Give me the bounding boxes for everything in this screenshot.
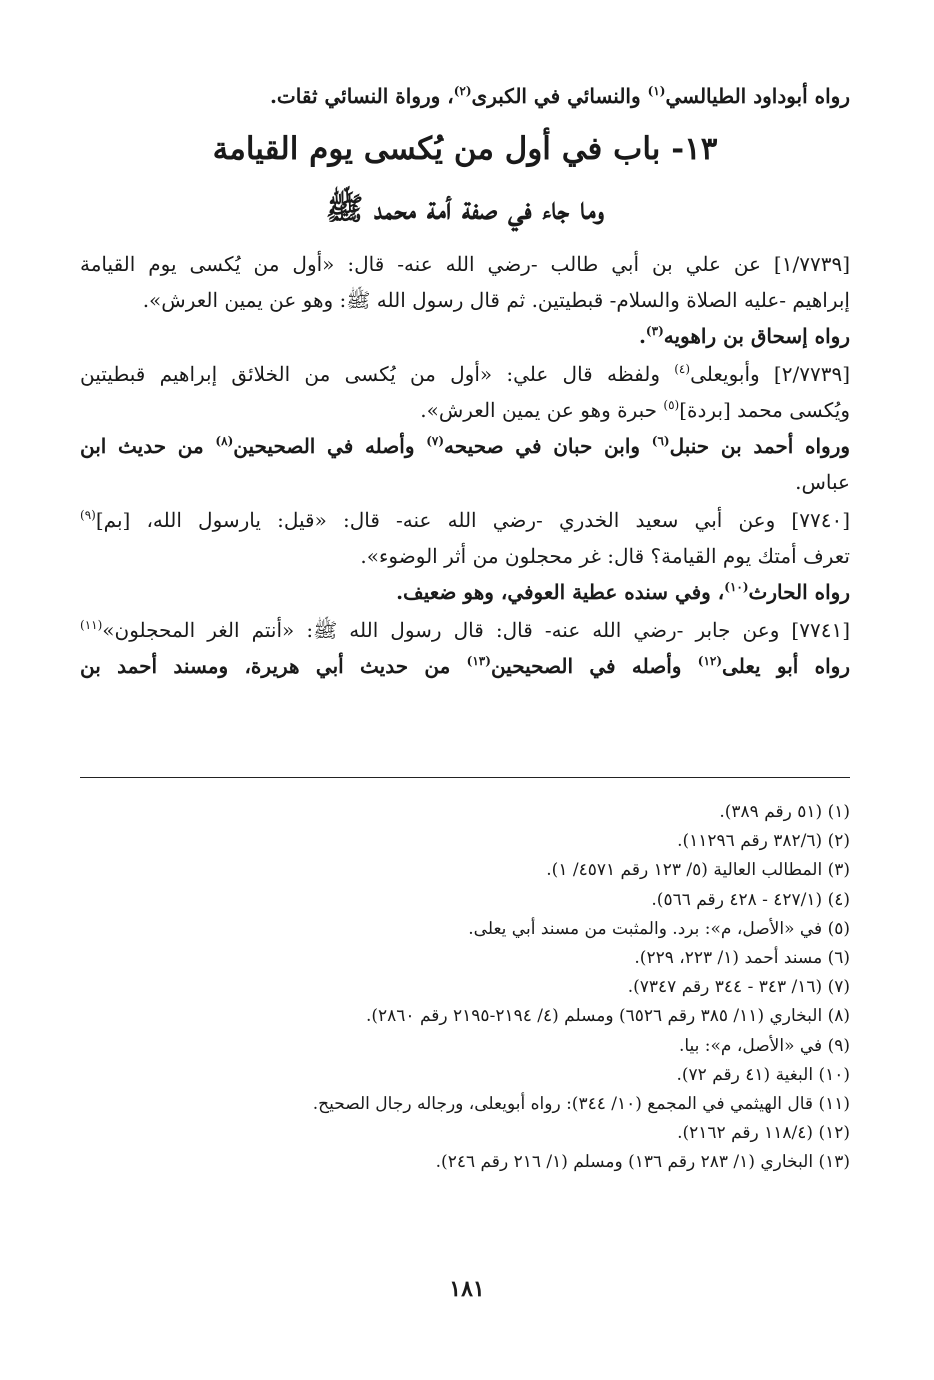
footnote-ref: (٧) [426,434,445,448]
footnote: (١٢) (١١٨/٤ رقم ٢١٦٢). [677,1123,850,1144]
footnote-ref: (٩) [80,508,96,522]
footnote-ref: (١١) [80,618,103,632]
footnote-ref: (٢) [453,84,472,98]
footnote: (٤) (٤٢٧/١ - ٤٢٨ رقم ٥٦٦). [651,889,850,910]
hadith-line: ويُكسى محمد [بردة]$^{(٥)}$ حبرة وهو عن يمين العرش». [420,398,850,422]
chapter-subheading: وما جاء في صفة أمة محمد ﷺ [325,191,605,227]
footnote: (١٣) البخاري (١/ ٢٨٣ رقم ١٣٦) ومسلم (١/ ٢١٦ رقم ٢٤٦). [435,1152,850,1173]
hadith-line: [٧٧٤٠] وعن أبي سعيد الخدري -رضي الله عنه- قال: «قيل: يارسول الله، [بم]$^{(٩)}$ [80,508,850,532]
hadith-source: رواه الحارث$^{(١٠)}$، وفي سنده عطية العوفي، وهو ضعيف. [396,580,850,604]
footnote-divider [80,777,850,778]
footnote: (١) (٥١ رقم ٣٨٩). [719,802,850,822]
footnote: (٧) (١٦/ ٣٤٣ - ٣٤٤ رقم ٧٣٤٧). [627,977,850,998]
footnote: (٢) (٣٨٢/٦ رقم ١١٢٩٦). [677,831,850,852]
hadith-7739-2 [80,356,850,500]
footnote-ref: (٨) [215,434,234,448]
hadith-line: [١/٧٧٣٩] عن علي بن أبي طالب -رضي الله عنه- قال: «أول من يُكسى يوم القيامة [80,252,850,276]
chapter-heading: ١٣- باب في أول من يُكسى يوم القيامة [212,131,718,167]
footnote-ref: (١٣) [466,654,491,668]
hadith-7741 [80,612,850,684]
footnote: (١٠) البغية (٤١ رقم ٧٢). [676,1064,850,1085]
footnote-ref: (٥) [663,398,680,412]
footnote-ref: (١٠) [724,580,749,594]
footnote: (٥) في «الأصل، م»: برد. والمثبت من مسند أبي يعلى. [468,918,850,939]
hadith-source: رواه إسحاق بن راهويه$^{(٣)}$. [638,324,850,348]
page-number: ١٨١ [449,1276,485,1302]
footnotes [80,798,850,1178]
hadith-source-cont: عباس. [795,470,850,494]
hadith-line: [٧٧٤١] وعن جابر -رضي الله عنه- قال: قال رسول الله ﷺ: «أنتم الغر المحجلون»$^{(١١)}$ [80,618,850,642]
footnote-ref: (١) [647,84,666,98]
hadith-source: رواه أبو يعلى$^{(١٢)}$ وأصله في الصحيحين$^{(١٣)}$ من حديث أبي هريرة، ومسند أحمد بن [80,654,850,678]
hadith-line: [٢/٧٧٣٩] وأبويعلى$^{(٤)}$ ولفظه قال علي: «أول من يُكسى من الخلائق إبراهيم قبطيتين [80,362,850,386]
footnote: (٨) البخاري (١١/ ٣٨٥ رقم ٦٥٢٦) ومسلم (٤/ ٢١٩٤-٢١٩٥ رقم ٢٨٦٠). [365,1006,850,1027]
footnote: (٦) مسند أحمد (١/ ٢٢٣، ٢٢٩). [634,948,850,969]
footnote: (٣) المطالب العالية (٥/ ١٢٣ رقم ٤٥٧١/ ١). [546,860,850,881]
hadith-source: ورواه أحمد بن حنبل$^{(٦)}$ وابن حبان في صحيحه$^{(٧)}$ وأصله في الصحيحين$^{(٨)}$ من حديث ابن [80,434,851,458]
footnote-ref: (٣) [645,324,664,338]
main-text [80,78,850,684]
hadith-7739-1 [80,246,850,354]
footnote-ref: (٦) [651,434,670,448]
footnote-ref: (١٢) [697,654,723,668]
footnote-ref: (٤) [674,362,691,376]
hadith-line: تعرف أمتك يوم القيامة؟ قال: غر محجلون من أثر الوضوء». [360,544,850,568]
footnote: (٩) في «الأصل، م»: بيا. [678,1035,850,1056]
footnote: (١١) قال الهيثمي في المجمع (١٠/ ٣٤٤): رواه أبويعلى، ورجاله رجال الصحيح. [312,1094,850,1115]
intro-line: رواه أبوداود الطيالسي$^{(١)}$ والنسائي في الكبرى$^{(٢)}$، ورواة النسائي ثقات. [269,84,850,108]
hadith-7740 [80,502,850,610]
hadith-line: إبراهيم -عليه الصلاة والسلام- قبطيتين. ثم قال رسول الله ﷺ: وهو عن يمين العرش». [142,288,850,312]
